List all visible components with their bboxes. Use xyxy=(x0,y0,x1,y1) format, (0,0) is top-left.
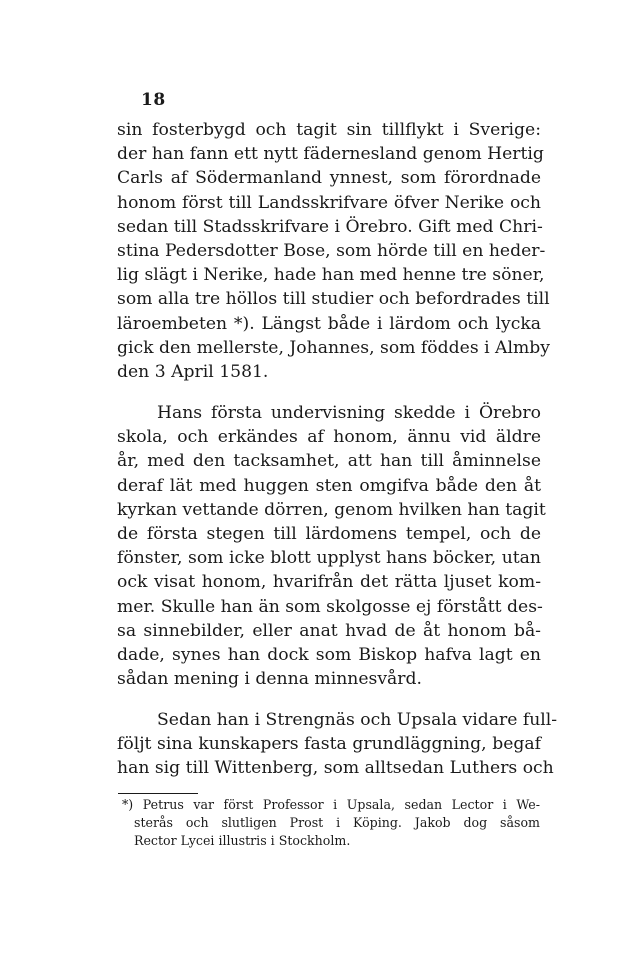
paragraph-1 xyxy=(117,118,550,384)
text-line: sa sinnebilder, eller anat hvad de åt honom bå- xyxy=(117,620,541,641)
text-line: deraf lät med huggen sten omgifva både den åt xyxy=(117,475,541,496)
text-line: som alla tre höllos till studier och befordrades till xyxy=(117,289,550,310)
text-line: gick den mellerste, Johannes, som föddes i Almby xyxy=(117,337,550,358)
footnote-line: sterås och slutligen Prost i Köping. Jakob dog såsom xyxy=(134,815,540,830)
text-line: år, med den tacksamhet, att han till åminnelse xyxy=(117,451,541,472)
text-line: fönster, som icke blott upplyst hans böcker, utan xyxy=(117,548,541,569)
text-line: dade, synes han dock som Biskop hafva lagt en xyxy=(117,644,541,665)
paragraph-3 xyxy=(117,708,558,781)
text-line: ock visat honom, hvarifrån det rätta ljuset kom- xyxy=(117,572,541,593)
text-line: Sedan han i Strengnäs och Upsala vidare full- xyxy=(157,710,558,730)
text-line: den 3 April 1581. xyxy=(117,361,269,382)
footnote-line: *) Petrus var först Professor i Upsala, sedan Lector i We- xyxy=(122,797,540,812)
text-line: mer. Skulle han än som skolgosse ej förstått des- xyxy=(117,596,543,617)
text-line: Hans första undervisning skedde i Örebro xyxy=(157,403,541,423)
text-line: kyrkan vettande dörren, genom hvilken han tagit xyxy=(117,499,546,520)
text-line: honom först till Landsskrifvare öfver Nerike och xyxy=(117,192,541,213)
text-line: Carls af Södermanland ynnest, som förordnade xyxy=(117,168,541,189)
text-line: sedan till Stadsskrifvare i Örebro. Gift med Chri- xyxy=(117,216,543,237)
page-number: 18 xyxy=(141,90,166,110)
text-line: de första stegen till lärdomens tempel, och de xyxy=(117,523,541,544)
text-line: läroembeten *). Längst både i lärdom och lycka xyxy=(117,313,541,334)
text-line: sin fosterbygd och tagit sin tillflykt i Sverige: xyxy=(117,120,541,140)
text-line: följt sina kunskapers fasta grundläggning, begaf xyxy=(117,734,541,755)
text-line: han sig till Wittenberg, som alltsedan Luthers och xyxy=(117,758,554,779)
text-line: sådan mening i denna minnesvård. xyxy=(117,669,422,690)
footnote-line: Rector Lycei illustris i Stockholm. xyxy=(134,833,351,848)
text-line: der han fann ett nytt fädernesland genom Hertig xyxy=(117,144,544,165)
footnote xyxy=(122,796,540,850)
text-line: stina Pedersdotter Bose, som hörde till en heder- xyxy=(117,240,546,261)
paragraph-2 xyxy=(117,401,546,691)
footnote-divider xyxy=(118,793,198,794)
text-line: lig slägt i Nerike, hade han med henne tre söner, xyxy=(117,265,545,286)
text-line: skola, och erkändes af honom, ännu vid äldre xyxy=(117,427,541,448)
